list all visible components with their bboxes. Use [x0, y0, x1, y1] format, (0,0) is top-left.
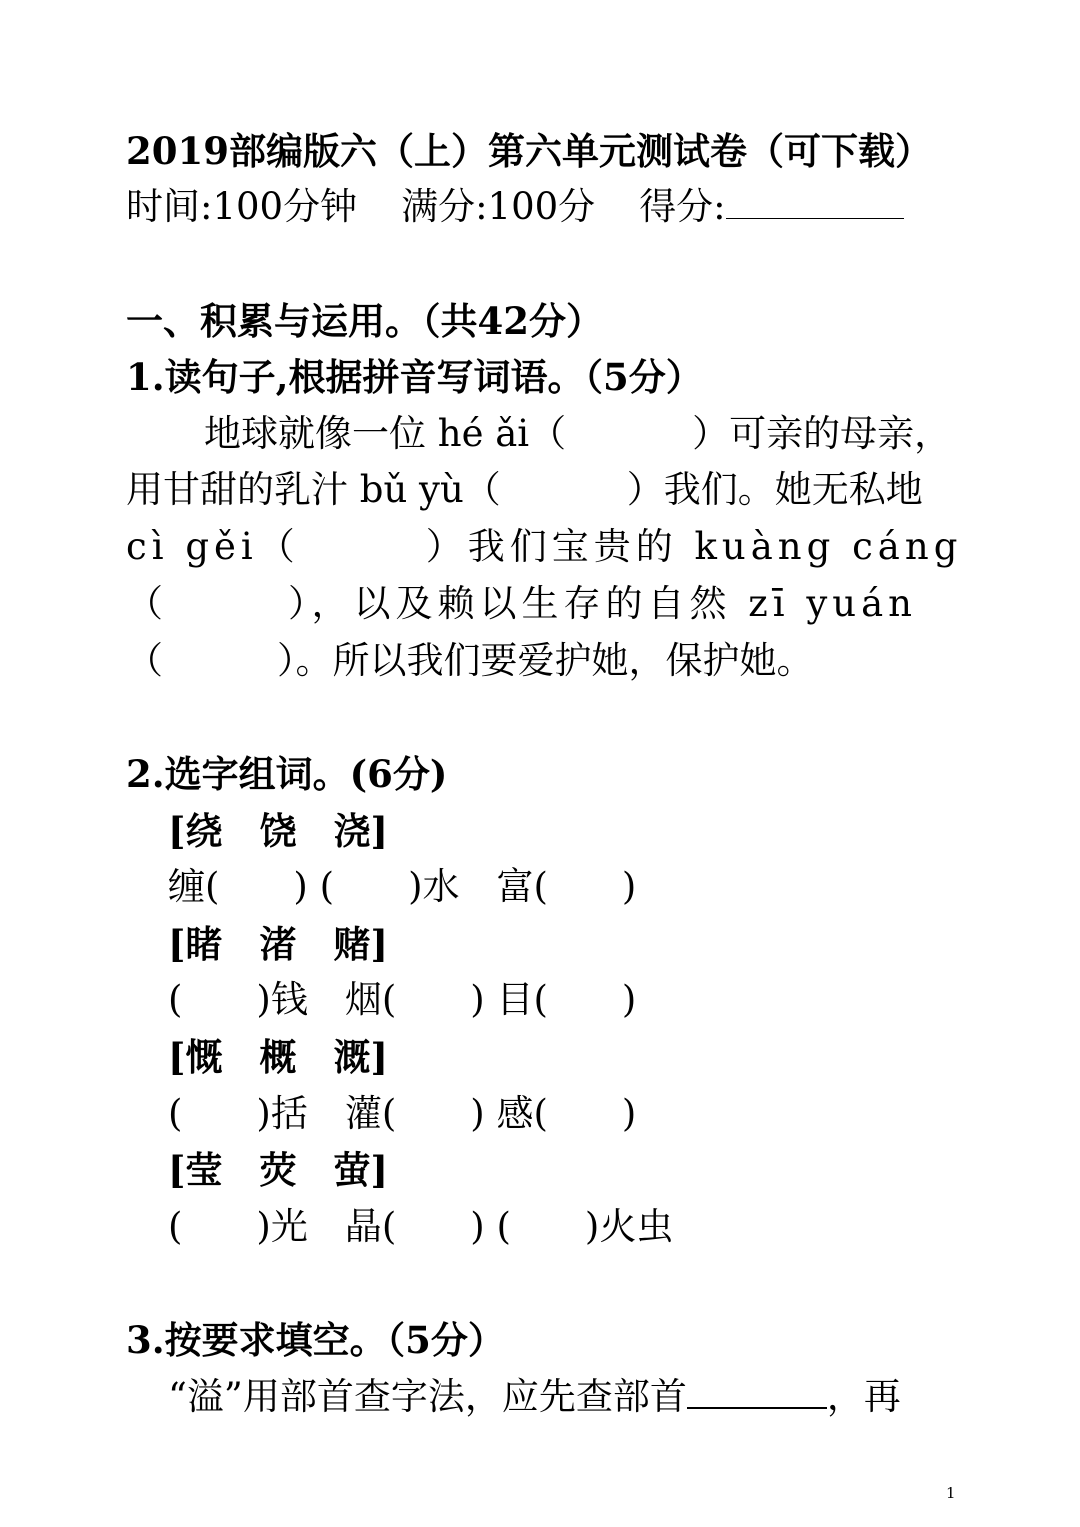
question-1-title: 1.读句子,根据拼音写词语。（5分） [126, 355, 703, 399]
section-heading: 一、积累与运用。（共42分） [126, 299, 603, 343]
question-3-title: 3.按要求填空。（5分） [126, 1318, 505, 1362]
char-group-4: [莹 荧 萤] [168, 1148, 389, 1192]
word-row-1[interactable]: 缠( ) ( )水 富( ) [168, 865, 637, 908]
char-group-1: [绕 饶 浇] [168, 809, 389, 853]
q1-line-4: （ ），以及赖以生存的自然 zī yuán [126, 582, 917, 625]
exam-info-line [126, 183, 904, 231]
char-group-3: [慨 概 溉] [168, 1035, 389, 1079]
char-group-2: [睹 渚 赌] [168, 922, 389, 966]
q1-line-3: cì gěi（ ）我们宝贵的 kuàng cáng [126, 525, 963, 568]
word-row-2[interactable]: ( )钱 烟( ) 目( ) [168, 978, 637, 1021]
word-row-4[interactable]: ( )光 晶( ) ( )火虫 [168, 1205, 674, 1248]
q1-line-5: （ ）。所以我们要爱护她，保护她。 [126, 639, 814, 682]
full-score-label: 满分:100分 [401, 185, 596, 228]
document-title: 2019部编版六（上）第六单元测试卷（可下载） [126, 129, 932, 173]
q1-line-1: 地球就像一位 hé ǎi（ ）可亲的母亲， [204, 412, 952, 455]
q3-line-1: “溢”用部首查字法，应先查部首 ，再 [168, 1375, 901, 1418]
time-label: 时间:100分钟 [126, 185, 358, 228]
score-blank[interactable] [726, 188, 904, 219]
score-label: 得分: [639, 185, 726, 228]
question-2-title: 2.选字组词。(6分) [126, 752, 448, 796]
q1-line-2: 用甘甜的乳汁 bǔ yù（ ）我们。她无私地 [126, 468, 923, 511]
page-number: 1 [946, 1484, 956, 1502]
word-row-3[interactable]: ( )括 灌( ) 感( ) [168, 1092, 637, 1135]
radical-blank[interactable] [687, 1377, 827, 1409]
